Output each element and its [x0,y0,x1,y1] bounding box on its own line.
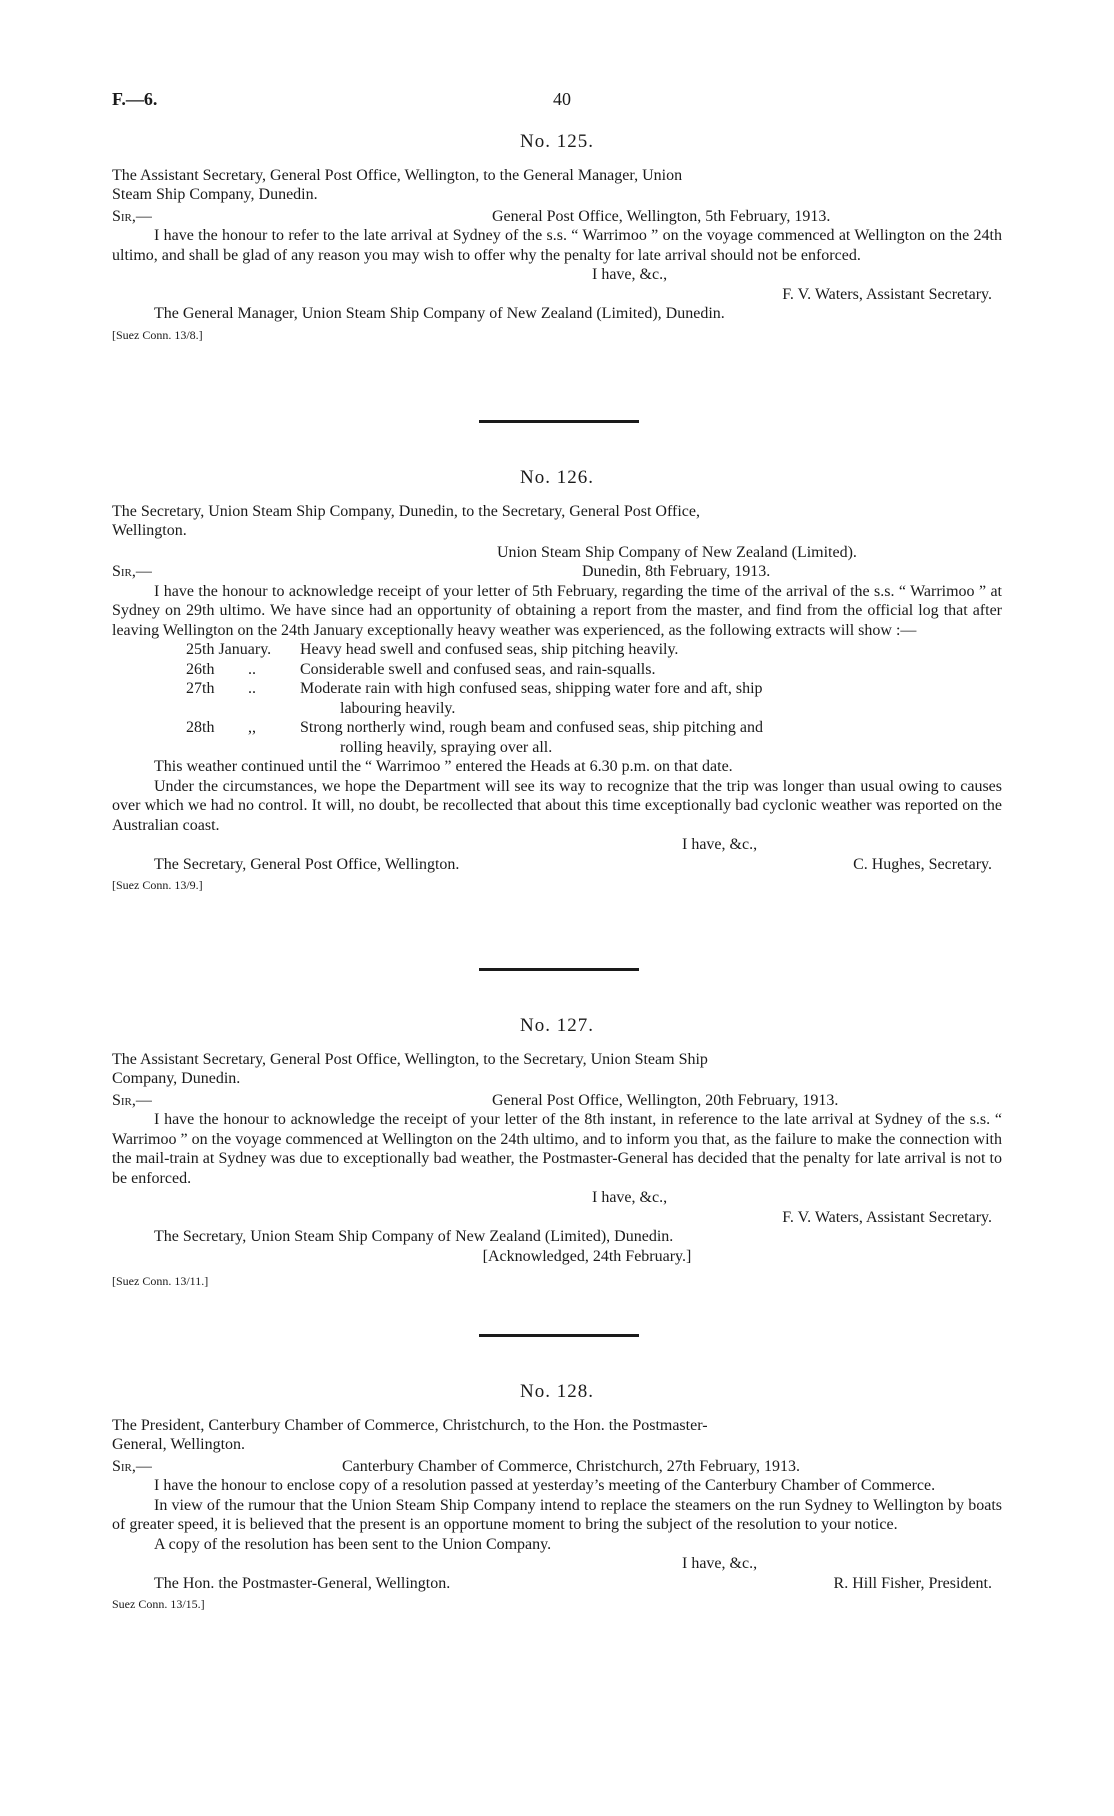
extract-text [300,718,1002,757]
salutation-row [112,1091,1002,1111]
salutation-row [112,1457,1002,1477]
sender-address: Canterbury Chamber of Commerce, Christchurch, 27th February, 1913. [342,1457,800,1475]
extract-ditto: ,, [248,719,256,736]
letter-number: No. 126. [520,467,594,488]
file-reference: [Suez Conn. 13/9.] [112,878,203,892]
heading-line: The President, Canterbury Chamber of Commerce, Christchurch, to the Hon. the Postmaster- [112,1416,708,1434]
addressee: The Secretary, Union Steam Ship Company of New Zealand (Limited), Dunedin. [154,1228,674,1245]
acknowledged-note: [Acknowledged, 24th February.] [482,1247,692,1265]
letter-126 [112,468,1002,896]
letter-heading [112,1416,1002,1455]
signature: C. Hughes, Secretary. [853,855,992,873]
log-extracts [112,640,1002,757]
extract-text-continuation: labouring heavily. [340,699,456,717]
letter-125 [112,132,1002,345]
addressee-signature-row [112,855,1002,875]
salutation: Sir,— [112,1457,152,1475]
body-paragraph: I have the honour to refer to the late arrival at Sydney of the s.s. “ Warrimoo ” on the voyage commenced at Wellington on the 24th ultimo, and shall be glad of any reason you may wish to offer why the penalty for late arrival should not be enforced. [112,227,1002,264]
extract-date: 27th [186,680,215,697]
sender-company: Union Steam Ship Company of New Zealand (Limited). [497,543,857,561]
file-reference: [Suez Conn. 13/11.] [112,1274,209,1288]
sender-address: General Post Office, Wellington, 20th February, 1913. [492,1091,839,1109]
addressee: The Secretary, General Post Office, Wellington. [154,855,460,873]
heading-continuation: Company, Dunedin. [112,1070,241,1087]
extract-text [300,679,1002,718]
heading-line: The Secretary, Union Steam Ship Company, Dunedin, to the Secretary, General Post Office, [112,502,700,520]
addressee-signature-row [112,1574,1002,1594]
signature: F. V. Waters, Assistant Secretary. [782,285,992,303]
extract-date: 25th January. [186,641,272,658]
letter-number: No. 127. [520,1015,594,1036]
body-paragraph: In view of the rumour that the Union Steam Ship Company intend to replace the steamers on the run Sydney to Wellington by boats of greater speed, it is believed that the present is an opportune moment to bring the subject of the resolution to your notice. [112,1496,1002,1533]
file-reference: [Suez Conn. 13/8.] [112,327,203,342]
heading-continuation: General, Wellington. [112,1436,246,1453]
extract-text: Heavy head swell and confused seas, ship pitching heavily. [300,641,679,658]
heading-continuation: Wellington. [112,522,187,539]
body-paragraph: Under the circumstances, we hope the Department will see its way to recognize that the trip was longer than usual owing to causes over which we had no control. It will, no doubt, be recollected that about this time exceptionally bad cyclonic weather was reported on the Australian coast. [112,777,1002,834]
signature: F. V. Waters, Assistant Secretary. [782,1208,992,1226]
letter-number: No. 128. [520,1381,594,1402]
salutation: Sir,— [112,207,152,225]
extract-text-line: Moderate rain with high confused seas, shipping water fore and aft, ship [300,680,763,697]
address-row [112,543,1002,563]
addressee: The General Manager, Union Steam Ship Company of New Zealand (Limited), Dunedin. [154,305,725,322]
sender-address: Dunedin, 8th February, 1913. [582,563,771,580]
letter-127 [112,1016,1002,1292]
page-number: 40 [553,89,571,109]
closing: I have, &c., [682,836,758,853]
extract-date: 28th [186,719,215,736]
closing: I have, &c., [592,1189,668,1206]
salutation-row [112,562,1002,582]
letter-128 [112,1382,1002,1615]
letter-heading [112,166,1002,205]
addressee: The Hon. the Postmaster-General, Wellington. [154,1574,451,1592]
letter-number: No. 125. [520,131,594,152]
section-divider [479,968,639,971]
extract-text-continuation: rolling heavily, spraying over all. [340,738,553,756]
body-paragraph: I have the honour to enclose copy of a resolution passed at yesterday’s meeting of the Canterbury Chamber of Commerce. [154,1477,936,1494]
body-paragraph: I have the honour to acknowledge receipt of your letter of 5th February, regarding the time of the arrival of the s.s. “ Warrimoo ” at Sydney on 29th ultimo. We have since had an opportunity of obtaining a report from the master, and find from the official log that after leaving Wellington on the 24th January exceptionally heavy weather was experienced, as the following extracts will show :— [112,582,1002,639]
heading-continuation: Steam Ship Company, Dunedin. [112,186,318,203]
parliamentary-paper-code: F.—6. [112,89,158,109]
file-reference: Suez Conn. 13/15.] [112,1597,205,1611]
signature: R. Hill Fisher, President. [833,1574,992,1592]
body-paragraph: I have the honour to acknowledge the receipt of your letter of the 8th instant, in reference to the late arrival at Sydney of the s.s. “ Warrimoo ” on the voyage commenced at Wellington on the 24th ultimo, and to inform you that, as the failure to make the connection with the mail-train at Sydney was due to exceptionally bad weather, the Postmaster-General has decided that the penalty for late arrival is not to be enforced. [112,1111,1002,1187]
closing: I have, &c., [592,266,668,283]
extract-ditto: .. [248,680,256,697]
body-paragraph: This weather continued until the “ Warrimoo ” entered the Heads at 6.30 p.m. on that date. [154,758,733,775]
salutation: Sir,— [112,563,152,580]
section-divider [479,1334,639,1337]
section-divider [479,420,639,423]
closing: I have, &c., [682,1555,758,1572]
letter-heading [112,1050,1002,1089]
salutation-row [112,207,1002,227]
heading-line: The Assistant Secretary, General Post Office, Wellington, to the Secretary, Union Steam Ship [112,1050,708,1068]
sender-address: General Post Office, Wellington, 5th February, 1913. [492,207,831,225]
body-paragraph: A copy of the resolution has been sent to the Union Company. [154,1535,552,1553]
salutation: Sir,— [112,1091,152,1109]
extract-text: Considerable swell and confused seas, and rain-squalls. [300,660,656,678]
letter-heading [112,502,1002,541]
extract-text-line: Strong northerly wind, rough beam and confused seas, ship pitching and [300,719,764,736]
extract-date: 26th [186,660,215,678]
heading-line: The Assistant Secretary, General Post Office, Wellington, to the General Manager, Union [112,166,683,184]
extract-ditto: .. [248,660,256,678]
